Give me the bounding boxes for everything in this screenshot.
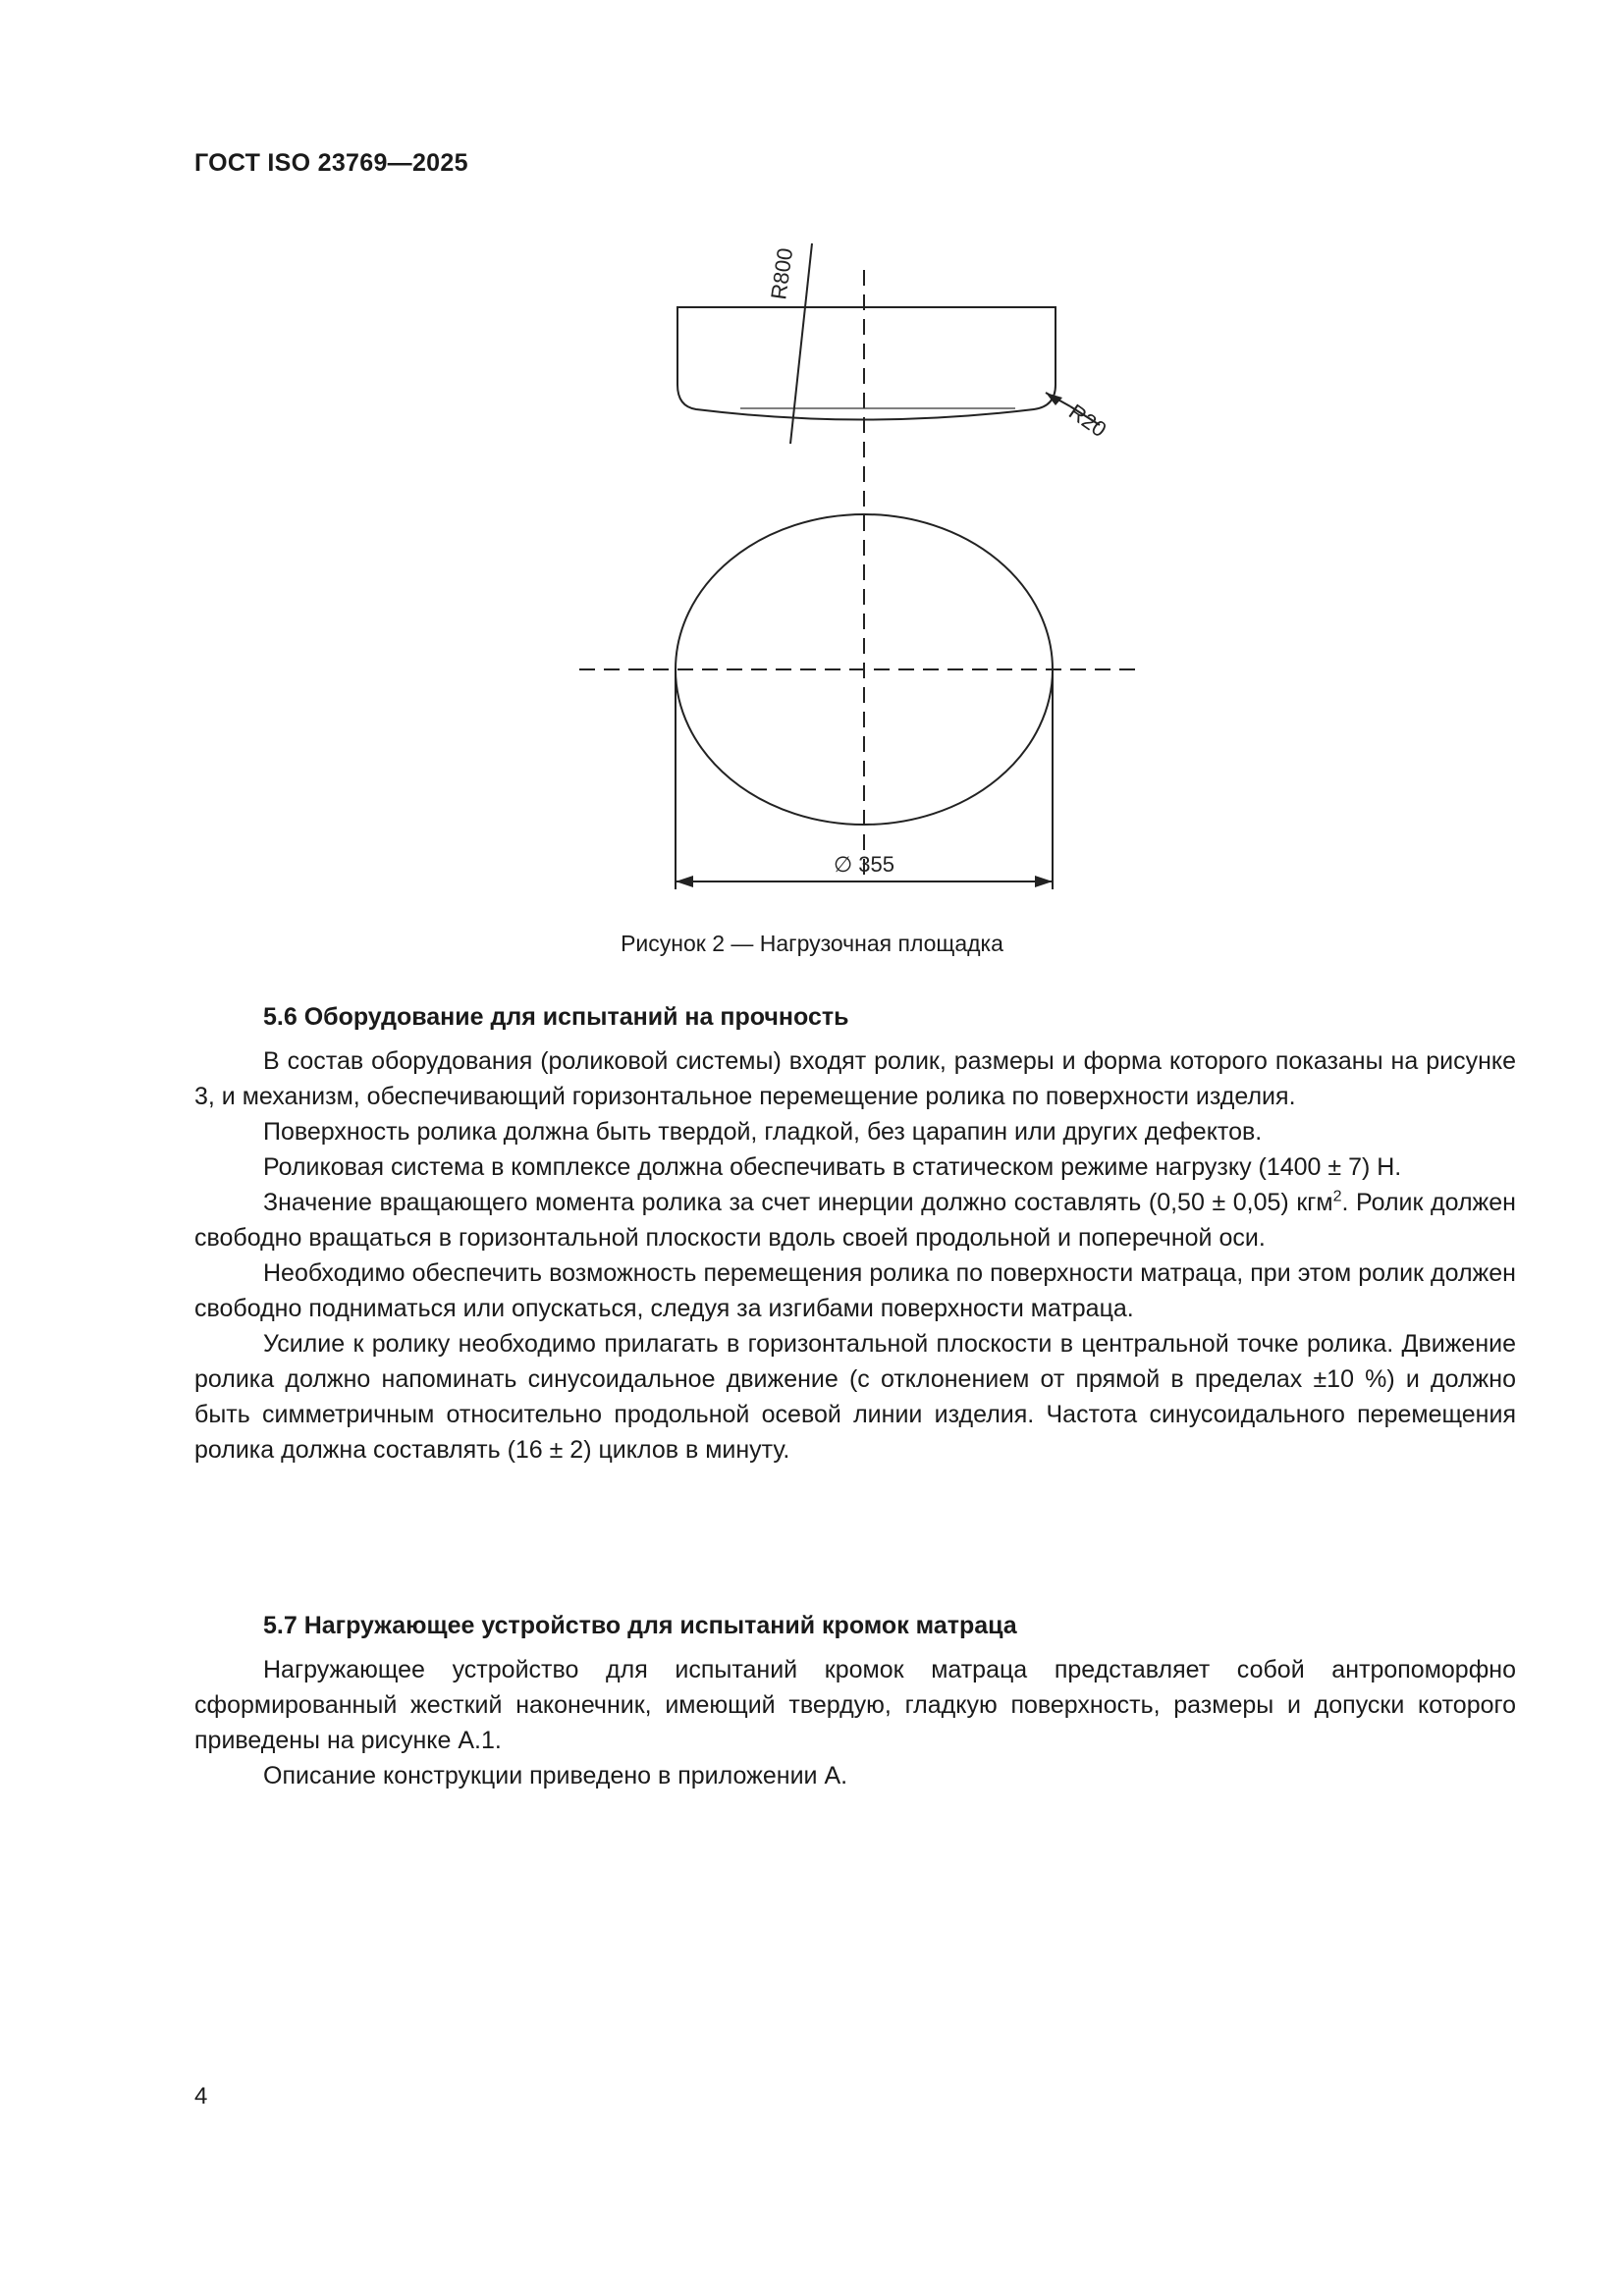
- paragraph: Необходимо обеспечить возможность перемещения ролика по поверхности матраца, при этом ролик должен свободно подниматься или опускаться, следуя за изгибами поверхности матраца.: [194, 1259, 1516, 1322]
- figure-loading-pad: [550, 226, 1159, 913]
- torque-text: Значение вращающего момента ролика за счет инерции должно составлять (0,50 ± 0,05) кгм: [263, 1189, 1333, 1216]
- r20-label: R20: [1064, 399, 1111, 443]
- section-5-7: [194, 1612, 1516, 1793]
- figure-caption: Рисунок 2 — Нагрузочная площадка: [621, 931, 1003, 956]
- paragraph: Нагружающее устройство для испытаний кромок матраца представляет собой антропоморфно сформированный жесткий наконечник, имеющий твердую, гладкую поверхность, размеры и допуски которого приведены на рисунке А.1.: [194, 1656, 1516, 1754]
- torque-text-tail: . Ролик должен свободно вращаться в горизонтальной плоскости вдоль своей продольной и поперечной оси.: [194, 1189, 1516, 1252]
- paragraph: Описание конструкции приведено в приложении А.: [263, 1762, 848, 1789]
- paragraph: Роликовая система в комплексе должна обеспечивать в статическом режиме нагрузку (1400 ± 7) Н.: [263, 1153, 1402, 1181]
- torque-exponent: 2: [1332, 1188, 1342, 1205]
- r800-label: R800: [766, 246, 798, 301]
- dim-arrow-left: [676, 876, 693, 887]
- section-5-6: [194, 1003, 1516, 1468]
- section-5-6-title: 5.6 Оборудование для испытаний на прочность: [263, 1003, 849, 1031]
- paragraph: Усилие к ролику необходимо прилагать в горизонтальной плоскости в центральной точке ролика. Движение ролика должно напоминать синусоидальное движение (с отклонением от прямой в пределах ±10 %) и должно быть симметричным относительно продольной осевой линии изделия. Частота синусоидального перемещения ролика должна составлять (16 ± 2) циклов в минуту.: [194, 1330, 1516, 1464]
- loading-pad-drawing: [550, 226, 1159, 913]
- section-5-7-title: 5.7 Нагружающее устройство для испытаний кромок матраца: [263, 1612, 1017, 1639]
- pad-side-profile: [677, 307, 1056, 420]
- diameter-label: ∅ 355: [834, 852, 894, 877]
- page-number: 4: [194, 2083, 208, 2109]
- document-header: ГОСТ ISO 23769—2025: [194, 149, 468, 177]
- paragraph: Поверхность ролика должна быть твердой, гладкой, без царапин или других дефектов.: [263, 1118, 1263, 1146]
- paragraph: В состав оборудования (роликовой системы) входят ролик, размеры и форма которого показаны на рисунке 3, и механизм, обеспечивающий горизонтальное перемещение ролика по поверхности изделия.: [194, 1047, 1516, 1110]
- dim-arrow-right: [1035, 876, 1053, 887]
- paragraph-torque: [194, 1185, 1516, 1255]
